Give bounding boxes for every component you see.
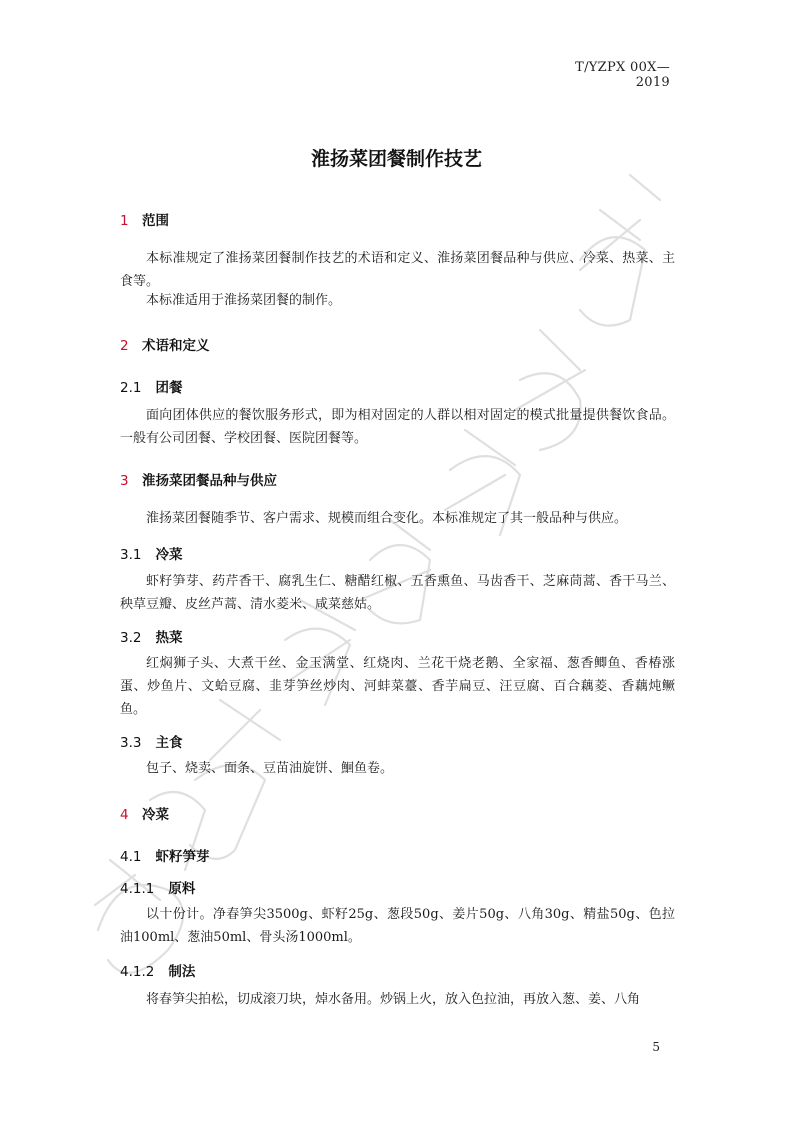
document-code: T/YZPX 00X—2019	[575, 60, 670, 90]
section-title: 淮扬菜团餐品种与供应	[142, 473, 277, 489]
section-number: 4	[120, 807, 129, 823]
subsection-number: 4.1.1	[120, 881, 155, 897]
subsection-heading-4-1-2	[120, 960, 195, 980]
paragraph-scope-applicability: 本标准适用于淮扬菜团餐的制作。	[146, 293, 342, 308]
section-heading-1	[120, 209, 169, 229]
page-number: 5	[652, 1040, 660, 1054]
section-title: 范围	[142, 213, 169, 229]
subsection-title: 冷菜	[155, 547, 183, 563]
section-number: 3	[120, 473, 129, 489]
paragraph-varieties: 淮扬菜团餐随季节、客户需求、规模而组合变化。本标准规定了其一般品种与供应。	[146, 511, 628, 526]
paragraph-scope: 本标准规定了淮扬菜团餐制作技艺的术语和定义、淮扬菜团餐品种与供应、冷菜、热菜、主食等。	[120, 251, 675, 289]
subsection-title: 制法	[168, 964, 196, 980]
subsection-title: 虾籽笋芽	[155, 849, 210, 865]
subsection-number: 4.1.2	[120, 964, 155, 980]
subsection-number: 4.1	[120, 849, 142, 865]
paragraph-cold-dishes: 虾籽笋芽、药芹香干、腐乳生仁、糖醋红椒、五香熏鱼、马齿香干、芝麻茼蒿、香干马兰、秧草豆瓣、皮丝芦蒿、清水菱米、咸菜慈姑。	[120, 574, 675, 612]
subsection-heading-2-1	[120, 376, 182, 396]
subsection-number: 3.2	[120, 630, 142, 646]
section-heading-3	[120, 469, 277, 489]
subsection-title: 原料	[168, 881, 196, 897]
subsection-heading-3-1	[120, 543, 182, 563]
paragraph-ingredients: 以十份计。净春笋尖3500g、虾籽25g、葱段50g、姜片50g、八角30g、精盐50g、色拉油100ml、葱油50ml、骨头汤1000ml。	[120, 907, 675, 945]
section-heading-4	[120, 803, 169, 823]
subsection-number: 3.3	[120, 735, 142, 751]
subsection-heading-4-1-1	[120, 877, 195, 897]
paragraph-method: 将春笋尖拍松，切成滚刀块，焯水备用。炒锅上火，放入色拉油，再放入葱、姜、八角	[146, 992, 641, 1007]
paragraph-definition: 面向团体供应的餐饮服务形式，即为相对固定的人群以相对固定的模式批量提供餐饮食品。一般有公司团餐、学校团餐、医院团餐等。	[120, 408, 675, 446]
section-title: 冷菜	[142, 807, 169, 823]
paragraph-hot-dishes: 红焖狮子头、大煮干丝、金玉满堂、红烧肉、兰花干烧老鹅、全家福、葱香鲫鱼、香椿涨蛋、炒鱼片、文蛤豆腐、韭芽笋丝炒肉、河蚌菜薹、香芋扁豆、汪豆腐、百合藕菱、香藕炖鳜鱼。	[120, 656, 675, 717]
subsection-number: 2.1	[120, 380, 142, 396]
document-title: 淮扬菜团餐制作技艺	[310, 148, 482, 170]
subsection-title: 热菜	[155, 630, 183, 646]
subsection-title: 团餐	[155, 380, 183, 396]
section-number: 1	[120, 213, 129, 229]
subsection-number: 3.1	[120, 547, 142, 563]
subsection-heading-3-2	[120, 626, 182, 646]
section-title: 术语和定义	[142, 338, 210, 354]
section-number: 2	[120, 338, 129, 354]
subsection-heading-3-3	[120, 731, 182, 751]
subsection-title: 主食	[155, 735, 183, 751]
paragraph-staple-food: 包子、烧卖、面条、豆苗油旋饼、鮰鱼卷。	[146, 761, 394, 776]
subsection-heading-4-1	[120, 845, 209, 865]
section-heading-2	[120, 334, 210, 354]
